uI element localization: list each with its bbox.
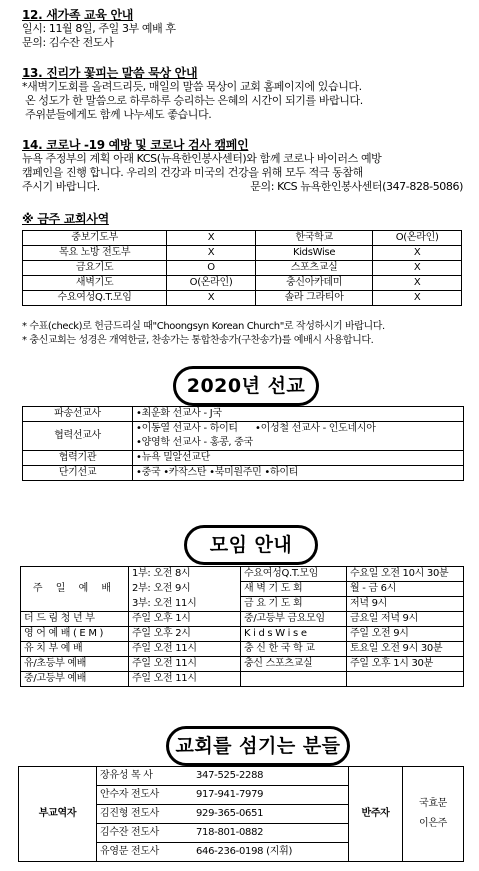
meetings-heading: 모임 안내 — [184, 525, 318, 565]
mission-row — [23, 422, 464, 451]
meeting-time: 주일 오후 1시 — [129, 612, 241, 627]
meeting-name: 금 요 기 도 회 — [241, 597, 347, 612]
ministry-name: 솔라 그라티아 — [255, 291, 372, 306]
ministry-name: 한국학교 — [255, 231, 372, 246]
accomp-name: 국효문 — [418, 798, 448, 809]
weekly-row — [23, 291, 462, 306]
worship-time: 2부: 오전 9시 — [129, 582, 241, 597]
ministry-name: 충신아카데미 — [255, 276, 372, 291]
mission-line: •뉴욕 밀알선교단 — [136, 452, 210, 463]
staff-row — [97, 824, 349, 843]
mission-table — [22, 406, 464, 481]
mission-row — [23, 451, 464, 466]
meeting-name: 유/초등부 예배 — [21, 657, 129, 672]
section-13-line: 주위분들에게도 함께 나누세도 좋습니다. — [22, 108, 212, 121]
ministry-name: 수요여성Q.T.모임 — [23, 291, 167, 306]
ministry-status: X — [373, 246, 462, 261]
mission-label: 파송선교사 — [23, 407, 133, 422]
meeting-time: 토요일 오전 9시 30분 — [347, 642, 464, 657]
mission-line: •최운화 선교사 - J국 — [136, 408, 222, 419]
section-14 — [22, 138, 463, 194]
staff-row — [97, 843, 349, 862]
staff-phone: 929-365-0651 — [196, 808, 264, 819]
worship-time: 3부: 오전 11시 — [129, 597, 241, 612]
meeting-name: 중/고등부 예배 — [21, 672, 129, 687]
section-14-line: 캠페인을 진행 합니다. 우리의 건강과 미국의 건강을 위해 모두 적극 동참해 — [22, 166, 363, 179]
ministry-status: O — [167, 261, 256, 276]
staff-phone: 347-525-2288 — [196, 770, 264, 781]
meeting-name: 유 치 부 예 배 — [21, 642, 129, 657]
weekly-title: ※ 금주 교회사역 — [22, 212, 109, 226]
ministry-status: X — [373, 261, 462, 276]
ministry-status: O(온라인) — [167, 276, 256, 291]
ministry-status: O(온라인) — [373, 231, 462, 246]
section-14-contact: 문의: KCS 뉴욕한인봉사센터(347-828-5086) — [250, 180, 463, 193]
weekly-row — [23, 246, 462, 261]
meeting-name: 수요여성Q.T.모임 — [241, 567, 347, 582]
mission-label: 단기선교 — [23, 466, 133, 481]
mission-line: •이동열 선교사 - 하이티 •이성철 선교사 - 인도네시아 — [136, 423, 376, 434]
worship-time: 1부: 오전 8시 — [129, 567, 241, 582]
section-13 — [22, 66, 463, 122]
weekly-note: * 수표(check)로 헌금드리실 때"Choongsyn Korean Church"로 작성하시기 바랍니다. — [22, 321, 385, 332]
staff-row — [97, 767, 349, 786]
staff-phone: 917-941-7979 — [196, 789, 264, 800]
section-12-line: 문의: 김수잔 전도사 — [22, 36, 114, 49]
meeting-name: 충신 스포츠교실 — [241, 657, 347, 672]
meeting-name: K i d s W i s e — [241, 627, 347, 642]
mission-row — [23, 407, 464, 422]
ministry-status: X — [373, 291, 462, 306]
staff-phone: 646-236-0198 (지휘) — [196, 846, 293, 857]
staff-phone: 718-801-0882 — [196, 827, 264, 838]
mission-detail — [133, 466, 464, 481]
staff-name: 유영문 전도사 — [100, 846, 160, 857]
section-13-title: 13. 진리가 꽃피는 말씀 묵상 안내 — [22, 66, 198, 80]
ministry-status: X — [167, 291, 256, 306]
section-12 — [22, 8, 463, 50]
meeting-time: 주일 오전 11시 — [129, 657, 241, 672]
weekly-row — [23, 231, 462, 246]
section-14-title: 14. 코로나 -19 예방 및 코로나 검사 캠페인 — [22, 138, 249, 152]
weekly-note: * 충신교회는 성경은 개역한글, 찬송가는 통합찬송가(구찬송가)를 예배시 사용합니다. — [22, 335, 374, 346]
staff-name: 장유성 목 사 — [100, 770, 153, 781]
section-13-line: 온 성도가 한 말씀으로 하루하루 승리하는 은혜의 시간이 되기를 바랍니다. — [22, 94, 363, 107]
mission-detail — [133, 422, 464, 451]
meetings-table — [20, 566, 464, 687]
empty-cell — [241, 672, 347, 687]
staff-name: 김진형 전도사 — [100, 808, 160, 819]
mission-heading: 2020년 선교 — [173, 366, 319, 406]
ministry-name: 스포츠교실 — [255, 261, 372, 276]
mission-line: •중국 •카작스탄 •북미원주민 •하이티 — [136, 467, 299, 478]
meeting-time: 주일 오후 1시 30분 — [347, 657, 464, 672]
staff-row — [97, 786, 349, 805]
servants-table — [18, 766, 464, 862]
weekly-row — [23, 276, 462, 291]
mission-line: •양영학 선교사 - 홍콩, 중국 — [136, 437, 253, 448]
meeting-name: 새 벽 기 도 회 — [241, 582, 347, 597]
meeting-time: 주일 오전 11시 — [129, 642, 241, 657]
section-13-line: *새벽기도회를 올려드리듯, 매일의 말씀 묵상이 교회 홈페이지에 있습니다. — [22, 80, 362, 93]
mission-label: 협력기관 — [23, 451, 133, 466]
ministry-name: KidsWise — [255, 246, 372, 261]
empty-cell — [347, 672, 464, 687]
meeting-name: 영 어 예 배 ( E M ) — [21, 627, 129, 642]
meeting-name: 더 드 림 청 년 부 — [21, 612, 129, 627]
ministry-name: 금요기도 — [23, 261, 167, 276]
meeting-name: 중/고등부 금요모임 — [241, 612, 347, 627]
meeting-time: 저녁 9시 — [347, 597, 464, 612]
section-12-line: 일시: 11월 8일, 주일 3부 예배 후 — [22, 22, 176, 35]
staff-row — [97, 805, 349, 824]
mission-row — [23, 466, 464, 481]
worship-label: 주 일 예 배 — [21, 567, 129, 612]
ministry-status: X — [167, 231, 256, 246]
staff-label: 부교역자 — [19, 767, 97, 862]
mission-detail — [133, 451, 464, 466]
weekly-row — [23, 261, 462, 276]
servants-heading: 교회를 섬기는 분들 — [166, 726, 350, 766]
meeting-time: 주일 오전 11시 — [129, 672, 241, 687]
mission-label: 협력선교사 — [23, 422, 133, 451]
ministry-name: 새벽기도 — [23, 276, 167, 291]
staff-name: 안수자 전도사 — [100, 789, 160, 800]
accomp-label: 반주자 — [349, 767, 403, 862]
ministry-name: 목요 노방 전도부 — [23, 246, 167, 261]
accomp-names — [403, 767, 464, 862]
staff-name: 김수잔 전도사 — [100, 827, 160, 838]
meeting-name: 충 신 한 국 학 교 — [241, 642, 347, 657]
section-12-title: 12. 새가족 교육 안내 — [22, 8, 134, 22]
meeting-time: 월 - 금 6시 — [347, 582, 464, 597]
section-14-line: 뉴욕 주정부의 계획 아래 KCS(뉴욕한인봉사센터)와 함께 코로나 바이러스 예방 — [22, 152, 382, 165]
ministry-status: X — [167, 246, 256, 261]
section-14-line-last — [22, 180, 463, 194]
meeting-time: 수요일 오전 10시 30분 — [347, 567, 464, 582]
meeting-time: 주일 오전 9시 — [347, 627, 464, 642]
meeting-time: 금요일 저녁 9시 — [347, 612, 464, 627]
ministry-status: X — [373, 276, 462, 291]
accomp-name: 이은주 — [418, 818, 448, 829]
ministry-name: 중보기도부 — [23, 231, 167, 246]
mission-detail — [133, 407, 464, 422]
section-14-line: 주시기 바랍니다. — [22, 180, 100, 193]
weekly-table — [22, 230, 462, 306]
meeting-time: 주일 오후 2시 — [129, 627, 241, 642]
